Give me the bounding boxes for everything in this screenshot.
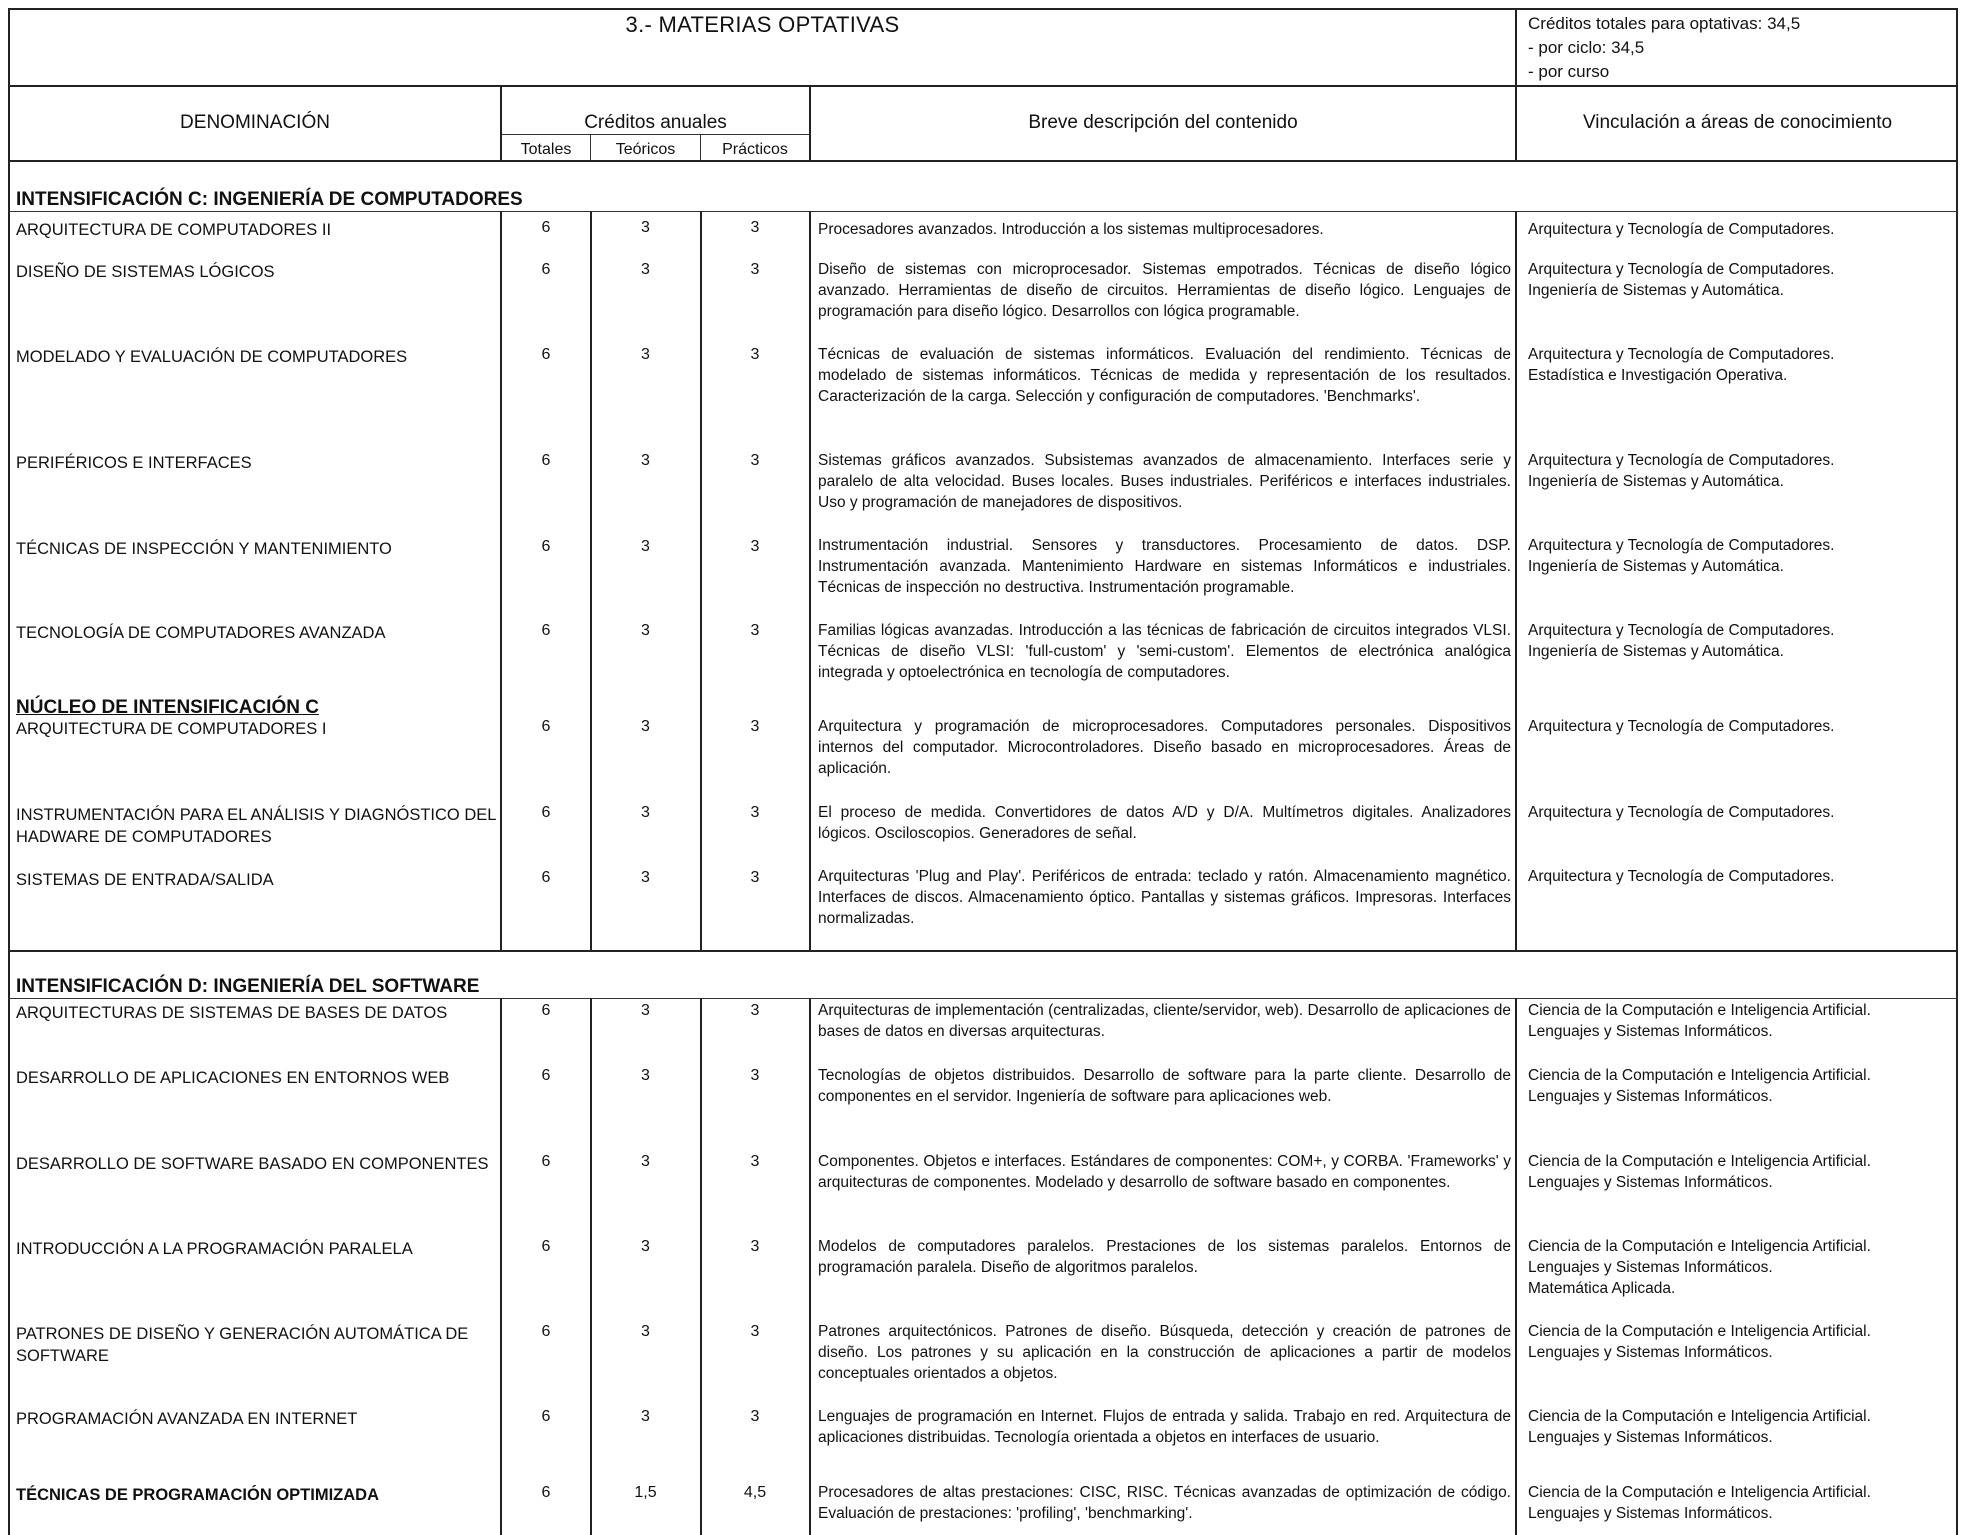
subject-name: ARQUITECTURAS DE SISTEMAS DE BASES DE DATOS bbox=[16, 1004, 448, 1022]
knowledge-areas bbox=[1528, 866, 1948, 887]
credits-totales: 6 bbox=[541, 219, 551, 236]
content-description: Sistemas gráficos avanzados. Subsistemas avanzados de almacenamiento. Interfaces serie y paralelo de alta velocidad. Buses locales. Buses industriales. Periféricos e interfaces industriales. Uso y programación de manejadores de dispositivos. bbox=[818, 452, 1511, 511]
subject-name: PROGRAMACIÓN AVANZADA EN INTERNET bbox=[16, 1410, 358, 1428]
credits-totales: 6 bbox=[541, 1238, 551, 1255]
content-description: Tecnologías de objetos distribuidos. Desarrollo de software para la parte cliente. Desarrollo de componentes en el servidor. Ingeniería de software para aplicaciones web. bbox=[818, 1067, 1511, 1105]
credits-subheader-line bbox=[500, 134, 810, 135]
section-c-underline bbox=[8, 211, 1958, 212]
knowledge-areas bbox=[1528, 344, 1948, 386]
knowledge-areas bbox=[1528, 802, 1948, 823]
section-title-d: INTENSIFICACIÓN D: INGENIERÍA DEL SOFTWARE bbox=[16, 976, 480, 997]
content-description: Arquitecturas 'Plug and Play'. Periféricos de entrada: teclado y ratón. Almacenamiento magnético. Interfaces de discos. Almacenamiento óptico. Pantallas y sistemas gráficos. Impresoras. Interfaces normalizadas. bbox=[818, 868, 1511, 927]
knowledge-areas bbox=[1528, 1321, 1948, 1363]
knowledge-area-item: Ciencia de la Computación e Inteligencia Artificial. bbox=[1528, 1484, 1871, 1501]
section-title-c: INTENSIFICACIÓN C: INGENIERÍA DE COMPUTADORES bbox=[16, 189, 523, 210]
subject-name: ARQUITECTURA DE COMPUTADORES II bbox=[16, 221, 332, 239]
knowledge-areas bbox=[1528, 259, 1948, 301]
knowledge-areas bbox=[1528, 1482, 1948, 1524]
content-description: Lenguajes de programación en Internet. Flujos de entrada y salida. Trabajo en red. Arquitectura de aplicaciones distribuidas. Tecnología orientada a objetos en interfaces de usuario. bbox=[818, 1408, 1511, 1446]
credits-teoricos: 3 bbox=[641, 718, 650, 735]
col-header-creditos: Créditos anuales bbox=[584, 112, 727, 133]
credits-totales: 6 bbox=[541, 1153, 551, 1170]
subject-name: TECNOLOGÍA DE COMPUTADORES AVANZADA bbox=[16, 624, 386, 642]
knowledge-area-item: Arquitectura y Tecnología de Computadores. bbox=[1528, 261, 1835, 278]
content-description: Instrumentación industrial. Sensores y transductores. Procesamiento de datos. DSP. Instrumentación avanzada. Mantenimiento Hardware en sistemas Informáticos e industriales. Técnicas de inspección no destructiva. Instrumentación programable. bbox=[818, 537, 1511, 596]
credits-totales: 6 bbox=[541, 622, 551, 639]
knowledge-area-item: Ingeniería de Sistemas y Automática. bbox=[1528, 643, 1784, 660]
col-header-totales: Totales bbox=[520, 141, 572, 158]
content-description: Arquitectura y programación de microprocesadores. Computadores personales. Dispositivos internos del computador. Microcontroladores. Diseño basado en microprocesadores. Áreas de aplicación. bbox=[818, 718, 1511, 777]
subject-name: SISTEMAS DE ENTRADA/SALIDA bbox=[16, 871, 274, 889]
col-header-descripcion: Breve descripción del contenido bbox=[1028, 112, 1298, 133]
knowledge-areas bbox=[1528, 219, 1948, 240]
credits-teoricos: 1,5 bbox=[634, 1484, 657, 1501]
section-divider bbox=[8, 950, 1958, 952]
credits-practicos: 3 bbox=[750, 261, 760, 278]
content-description: Procesadores de altas prestaciones: CISC, RISC. Técnicas avanzadas de optimización de código. Evaluación de prestaciones: 'profiling', 'benchmarking'. bbox=[818, 1484, 1511, 1522]
col-header-teoricos: Teóricos bbox=[615, 141, 676, 158]
column-header-divider bbox=[8, 160, 1958, 162]
credits-teoricos: 3 bbox=[641, 538, 650, 555]
credits-practicos: 3 bbox=[750, 622, 760, 639]
subject-name: DISEÑO DE SISTEMAS LÓGICOS bbox=[16, 263, 275, 281]
content-description: Diseño de sistemas con microprocesador. Sistemas empotrados. Técnicas de diseño lógico avanzado. Herramientas de diseño de circuitos. Herramientas de diseño lógico. Lenguajes de programación para diseño lógico. Desarrollos con lógica programable. bbox=[818, 261, 1511, 320]
subject-name: PERIFÉRICOS E INTERFACES bbox=[16, 454, 252, 472]
credits-teoricos: 3 bbox=[641, 1002, 650, 1019]
knowledge-area-item: Ciencia de la Computación e Inteligencia Artificial. bbox=[1528, 1002, 1871, 1019]
credits-practicos: 3 bbox=[750, 1323, 760, 1340]
col-header-denominacion: DENOMINACIÓN bbox=[180, 112, 330, 133]
page-title: 3.- MATERIAS OPTATIVAS bbox=[625, 12, 900, 37]
credits-totales: 6 bbox=[541, 452, 551, 469]
credits-practicos: 3 bbox=[750, 219, 760, 236]
knowledge-area-item: Ciencia de la Computación e Inteligencia Artificial. bbox=[1528, 1067, 1871, 1084]
subject-name: MODELADO Y EVALUACIÓN DE COMPUTADORES bbox=[16, 348, 408, 366]
credits-totales: 6 bbox=[541, 1067, 551, 1084]
knowledge-area-item: Arquitectura y Tecnología de Computadores. bbox=[1528, 868, 1835, 885]
knowledge-areas bbox=[1528, 1065, 1948, 1107]
credits-teoricos: 3 bbox=[641, 346, 650, 363]
knowledge-area-item: Arquitectura y Tecnología de Computadores. bbox=[1528, 346, 1835, 363]
knowledge-area-item: Arquitectura y Tecnología de Computadores. bbox=[1528, 718, 1835, 735]
credits-teoricos: 3 bbox=[641, 804, 650, 821]
knowledge-area-item: Lenguajes y Sistemas Informáticos. bbox=[1528, 1344, 1773, 1361]
credits-course: - por curso bbox=[1528, 62, 1610, 81]
knowledge-area-item: Ciencia de la Computación e Inteligencia Artificial. bbox=[1528, 1323, 1871, 1340]
credits-practicos: 3 bbox=[750, 1153, 760, 1170]
knowledge-area-item: Arquitectura y Tecnología de Computadores. bbox=[1528, 804, 1835, 821]
credits-teoricos: 3 bbox=[641, 622, 650, 639]
knowledge-area-item: Ingeniería de Sistemas y Automática. bbox=[1528, 282, 1784, 299]
credits-totales: 6 bbox=[541, 869, 551, 886]
knowledge-area-item: Ciencia de la Computación e Inteligencia Artificial. bbox=[1528, 1238, 1871, 1255]
credits-totales: 6 bbox=[541, 1484, 551, 1501]
subject-name: INTRODUCCIÓN A LA PROGRAMACIÓN PARALELA bbox=[16, 1240, 413, 1258]
section-d-underline bbox=[8, 998, 1958, 999]
credits-practicos: 4,5 bbox=[743, 1484, 767, 1501]
knowledge-areas bbox=[1528, 450, 1948, 492]
content-description: El proceso de medida. Convertidores de datos A/D y D/A. Multímetros digitales. Analizadores lógicos. Osciloscopios. Generadores de señal. bbox=[818, 804, 1511, 842]
knowledge-area-item: Ciencia de la Computación e Inteligencia Artificial. bbox=[1528, 1153, 1871, 1170]
knowledge-area-item: Arquitectura y Tecnología de Computadores. bbox=[1528, 452, 1835, 469]
credits-teoricos: 3 bbox=[641, 219, 650, 236]
knowledge-area-item: Arquitectura y Tecnología de Computadores. bbox=[1528, 537, 1835, 554]
credits-practicos: 3 bbox=[750, 452, 760, 469]
knowledge-areas bbox=[1528, 535, 1948, 577]
credits-totales: 6 bbox=[541, 718, 551, 735]
credits-totales: 6 bbox=[541, 1408, 551, 1425]
knowledge-area-item: Ingeniería de Sistemas y Automática. bbox=[1528, 558, 1784, 575]
content-description: Familias lógicas avanzadas. Introducción a las técnicas de fabricación de circuitos integrados VLSI. Técnicas de diseño VLSI: 'full-custom' y 'semi-custom'. Elementos de electrónica analógica integrada y optoelectrónica en tecnología de computadores. bbox=[818, 622, 1511, 681]
knowledge-area-item: Lenguajes y Sistemas Informáticos. bbox=[1528, 1023, 1773, 1040]
knowledge-area-item: Lenguajes y Sistemas Informáticos. bbox=[1528, 1429, 1773, 1446]
col-header-practicos: Prácticos bbox=[722, 141, 788, 158]
credits-totales: 6 bbox=[541, 346, 551, 363]
content-description: Patrones arquitectónicos. Patrones de diseño. Búsqueda, detección y creación de patrones de diseño. Los patrones y su aplicación en la construcción de aplicaciones a partir de modelos conceptuales orientados a objetos. bbox=[818, 1323, 1511, 1382]
content-description: Procesadores avanzados. Introducción a los sistemas multiprocesadores. bbox=[818, 221, 1324, 238]
subject-name: DESARROLLO DE SOFTWARE BASADO EN COMPONENTES bbox=[16, 1155, 489, 1173]
col-divider-5-d bbox=[1515, 998, 1517, 1535]
subject-name: DESARROLLO DE APLICACIONES EN ENTORNOS WEB bbox=[16, 1069, 450, 1087]
credits-practicos: 3 bbox=[750, 1238, 760, 1255]
knowledge-area-item: Arquitectura y Tecnología de Computadores. bbox=[1528, 622, 1835, 639]
knowledge-areas bbox=[1528, 1236, 1948, 1299]
knowledge-area-item: Arquitectura y Tecnología de Computadores. bbox=[1528, 221, 1835, 238]
credits-practicos: 3 bbox=[750, 1067, 760, 1084]
credits-teoricos: 3 bbox=[641, 1153, 650, 1170]
col-divider-5-c bbox=[1515, 211, 1517, 950]
content-description: Técnicas de evaluación de sistemas informáticos. Evaluación del rendimiento. Técnicas de modelado de sistemas informáticos. Técnicas de medida y representación de los resultados. Caracterización de la carga. Selección y configuración de computadores. 'Benchmarks'. bbox=[818, 346, 1511, 405]
col-divider-1-c bbox=[500, 211, 502, 950]
content-description: Modelos de computadores paralelos. Prestaciones de los sistemas paralelos. Entornos de programación paralela. Diseño de algoritmos paralelos. bbox=[818, 1238, 1511, 1276]
col-header-vinculacion: Vinculación a áreas de conocimiento bbox=[1582, 112, 1893, 133]
knowledge-area-item: Ingeniería de Sistemas y Automática. bbox=[1528, 473, 1784, 490]
knowledge-area-item: Lenguajes y Sistemas Informáticos. bbox=[1528, 1259, 1773, 1276]
knowledge-areas bbox=[1528, 1406, 1948, 1448]
credits-teoricos: 3 bbox=[641, 869, 650, 886]
subject-name: ARQUITECTURA DE COMPUTADORES I bbox=[16, 720, 327, 738]
subject-name: PATRONES DE DISEÑO Y GENERACIÓN AUTOMÁTICA DE SOFTWARE bbox=[16, 1325, 469, 1365]
col-divider-4-d bbox=[809, 998, 811, 1535]
subject-name: TÉCNICAS DE INSPECCIÓN Y MANTENIMIENTO bbox=[16, 540, 392, 558]
credits-practicos: 3 bbox=[750, 869, 760, 886]
credits-teoricos: 3 bbox=[641, 1408, 650, 1425]
credits-practicos: 3 bbox=[750, 804, 760, 821]
credits-totales: 6 bbox=[541, 538, 551, 555]
credits-practicos: 3 bbox=[750, 346, 760, 363]
content-description: Componentes. Objetos e interfaces. Estándares de componentes: COM+, y CORBA. 'Frameworks' y arquitecturas de componentes. Modelado y desarrollo de software basado en componentes. bbox=[818, 1153, 1511, 1191]
knowledge-areas bbox=[1528, 716, 1948, 737]
credits-totales: 6 bbox=[541, 1323, 551, 1340]
credits-teoricos: 3 bbox=[641, 1067, 650, 1084]
header-divider bbox=[8, 85, 1958, 87]
col-divider-2-c bbox=[590, 211, 592, 950]
section-core-title-c: NÚCLEO DE INTENSIFICACIÓN C bbox=[16, 697, 319, 718]
knowledge-areas bbox=[1528, 1151, 1948, 1193]
credits-teoricos: 3 bbox=[641, 1323, 650, 1340]
content-description: Arquitecturas de implementación (centralizadas, cliente/servidor, web). Desarrollo de aplicaciones de bases de datos en diversas arquitecturas. bbox=[818, 1002, 1511, 1040]
knowledge-areas bbox=[1528, 620, 1948, 662]
knowledge-area-item: Ciencia de la Computación e Inteligencia Artificial. bbox=[1528, 1408, 1871, 1425]
credits-teoricos: 3 bbox=[641, 261, 650, 278]
subject-name: INSTRUMENTACIÓN PARA EL ANÁLISIS Y DIAGNÓSTICO DEL HADWARE DE COMPUTADORES bbox=[16, 806, 496, 846]
knowledge-areas bbox=[1528, 1000, 1948, 1042]
col-divider-4-c bbox=[809, 211, 811, 950]
credits-totales: 6 bbox=[541, 1002, 551, 1019]
knowledge-area-item: Lenguajes y Sistemas Informáticos. bbox=[1528, 1174, 1773, 1191]
col-divider-3-c bbox=[700, 211, 702, 950]
credits-practicos: 3 bbox=[750, 538, 760, 555]
credits-totales: 6 bbox=[541, 804, 551, 821]
credits-cycle: - por ciclo: 34,5 bbox=[1528, 38, 1645, 57]
knowledge-area-item: Lenguajes y Sistemas Informáticos. bbox=[1528, 1505, 1773, 1522]
subject-name: TÉCNICAS DE PROGRAMACIÓN OPTIMIZADA bbox=[16, 1486, 379, 1504]
credits-teoricos: 3 bbox=[641, 452, 650, 469]
credits-totales: 6 bbox=[541, 261, 551, 278]
credits-summary bbox=[1528, 12, 1800, 84]
knowledge-area-item: Lenguajes y Sistemas Informáticos. bbox=[1528, 1088, 1773, 1105]
knowledge-area-item: Estadística e Investigación Operativa. bbox=[1528, 367, 1788, 384]
credits-teoricos: 3 bbox=[641, 1238, 650, 1255]
knowledge-area-item: Matemática Aplicada. bbox=[1528, 1280, 1676, 1297]
credits-practicos: 3 bbox=[750, 1408, 760, 1425]
credits-total: Créditos totales para optativas: 34,5 bbox=[1528, 14, 1801, 33]
credits-practicos: 3 bbox=[750, 1002, 760, 1019]
credits-practicos: 3 bbox=[750, 718, 760, 735]
